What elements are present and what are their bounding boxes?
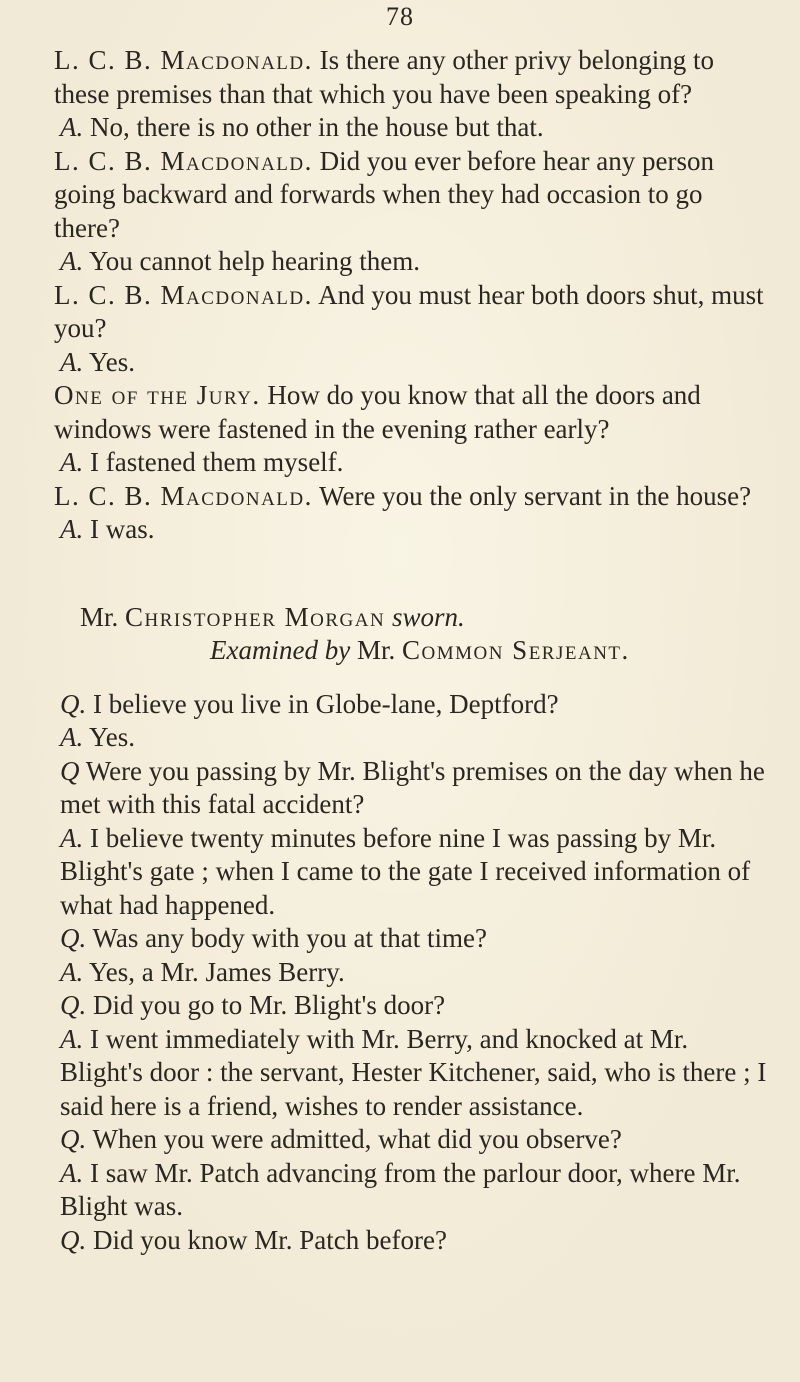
paragraph [54, 1023, 772, 1124]
paragraph [54, 721, 772, 755]
paragraph [54, 822, 772, 923]
speech: I fastened them myself. [83, 447, 344, 477]
speech: You cannot help hearing them. [83, 246, 420, 276]
speech: Did you go to Mr. Blight's door? [86, 990, 446, 1020]
speaker: A. [60, 246, 84, 276]
speaker: Q. [60, 1124, 87, 1154]
speech: Were you passing by Mr. Blight's premises on the day when he met with this fatal accident? [60, 755, 765, 819]
paragraph [54, 1224, 772, 1258]
speaker: Q. [60, 923, 87, 953]
speech: How do you know that all the doors and windows were fastened in the evening rather early? [54, 380, 701, 444]
speech: Was any body with you at that time? [86, 923, 488, 953]
paragraph [54, 956, 772, 990]
page-number: 78 [386, 2, 414, 31]
paragraph [54, 480, 772, 514]
paragraph [54, 513, 772, 547]
speech: No, there is no other in the house but that. [83, 112, 544, 142]
body-text [54, 44, 772, 1257]
speech: Yes. [83, 722, 136, 752]
speech: When you were admitted, what did you observe? [86, 1124, 622, 1154]
speech: I went immediately with Mr. Berry, and knocked at Mr. Blight's door : the servant, Hester Kitchener, said, who is there ; I said here is a friend, wishes to render assistance. [60, 1023, 767, 1121]
speech: I was. [83, 514, 155, 544]
speaker: A. [60, 447, 84, 477]
speaker: A. [60, 346, 84, 377]
speech: Yes, a Mr. James Berry. [83, 956, 345, 987]
speech: And you must hear both doors shut, must you? [54, 279, 764, 343]
speaker: One of the Jury. [54, 380, 261, 410]
witness-prefix: Mr. [80, 601, 119, 632]
speaker: A. [60, 822, 84, 853]
examiner-prefix: Mr. [356, 635, 396, 665]
paragraph [54, 1157, 772, 1224]
witness-heading [54, 601, 772, 635]
speech: I saw Mr. Patch advancing from the parlour door, where Mr. Blight was. [60, 1157, 741, 1221]
speech: I believe you live in Globe-lane, Deptford? [86, 688, 559, 719]
examiner-name: Common Serjeant. [401, 635, 630, 665]
speaker: A. [60, 514, 84, 544]
paragraph [54, 379, 772, 446]
speaker: Q. [60, 688, 87, 719]
paragraph [54, 346, 772, 380]
speaker: A. [60, 956, 84, 987]
witness-status: sworn. [391, 601, 465, 632]
speaker: L. C. B. Macdonald. [54, 480, 313, 511]
section-gap [54, 668, 772, 688]
speaker: L. C. B. Macdonald. [54, 145, 313, 176]
speaker: Q. [60, 990, 87, 1020]
speaker: A. [60, 722, 84, 752]
speaker: L. C. B. Macdonald. [54, 279, 313, 310]
speaker: Q [60, 755, 80, 786]
speech: Were you the only servant in the house? [312, 480, 752, 511]
paragraph [54, 688, 772, 722]
examined-by-line [54, 634, 772, 668]
speech: Is there any other privy belonging to these premises than that which you have been speaking of? [54, 45, 715, 109]
speaker: A. [60, 1157, 84, 1188]
speaker: L. C. B. Macdonald. [54, 45, 313, 75]
section-gap [54, 547, 772, 601]
paragraph [54, 922, 772, 956]
examined-by-label: Examined by [210, 635, 351, 665]
paragraph [54, 44, 772, 111]
speaker: Q. [60, 1224, 87, 1255]
speaker: A. [60, 112, 84, 142]
speech: Yes. [83, 346, 136, 377]
paragraph [54, 111, 772, 145]
paragraph [54, 989, 772, 1023]
paragraph [54, 755, 772, 822]
speaker: A. [60, 1023, 84, 1054]
paragraph [54, 1123, 772, 1157]
paragraph [54, 279, 772, 346]
paragraph [54, 245, 772, 279]
speech: Did you know Mr. Patch before? [86, 1224, 447, 1255]
paragraph [54, 446, 772, 480]
speech: Did you ever before hear any person going backward and forwards when they had occasion to go there? [54, 145, 714, 243]
speech: I believe twenty minutes before nine I was passing by Mr. Blight's gate ; when I came to the gate I received information of what had happened. [60, 822, 751, 920]
witness-name: Christopher Morgan [125, 601, 386, 632]
paragraph [54, 145, 772, 246]
